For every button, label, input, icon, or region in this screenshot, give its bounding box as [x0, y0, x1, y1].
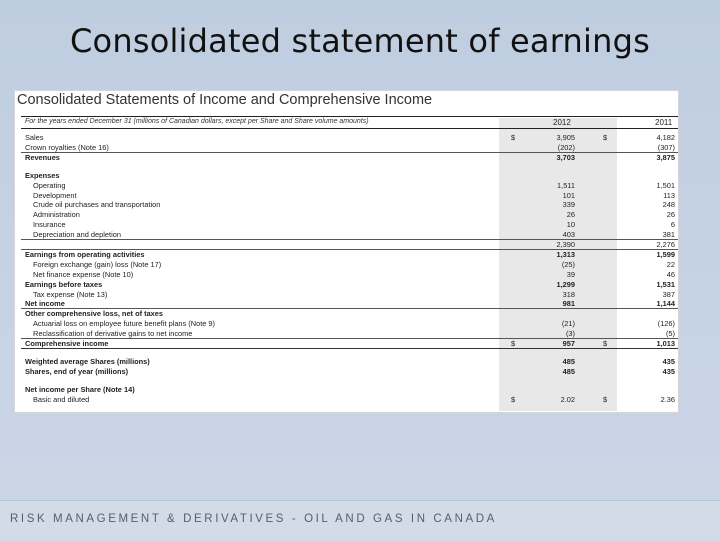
row-label: Actuarial loss on employee future benefit plans (Note 9) [33, 319, 215, 329]
row-label: Tax expense (Note 13) [33, 289, 108, 299]
table-row [15, 171, 678, 180]
row-label: Shares, end of year (millions) [25, 366, 129, 376]
row-label: Other comprehensive loss, net of taxes [25, 309, 164, 319]
value-2011: 381 [662, 230, 675, 240]
value-2011: 6 [670, 220, 675, 230]
value-2012: 339 [562, 200, 575, 210]
header-rule-bottom [21, 128, 679, 129]
value-2011: 2,276 [656, 240, 675, 249]
value-2012: (21) [561, 319, 575, 329]
row-label: Expenses [25, 170, 60, 180]
value-2011: 248 [662, 200, 675, 210]
value-2012: 981 [562, 299, 575, 309]
table-row [15, 133, 678, 142]
row-label: Depreciation and depletion [33, 230, 121, 240]
value-2012: 26 [566, 210, 575, 220]
value-2011: (126) [657, 319, 675, 329]
table-row [15, 290, 678, 299]
table-row [15, 200, 678, 209]
row-label: Sales [25, 133, 44, 142]
value-2011: 387 [662, 289, 675, 299]
value-2012: 10 [566, 220, 575, 230]
value-2011: 22 [666, 259, 675, 269]
table-row [15, 299, 678, 308]
year-2012-header: 2012 [553, 118, 571, 127]
value-2011: 435 [662, 356, 675, 366]
value-2011: (307) [657, 142, 675, 152]
table-row [15, 250, 678, 259]
table-row [15, 191, 678, 200]
value-2011: 1,501 [656, 180, 675, 190]
row-label: Foreign exchange (gain) loss (Note 17) [33, 259, 162, 269]
table-row [15, 357, 678, 366]
table-row [15, 153, 678, 162]
row-label: Comprehensive income [25, 339, 109, 348]
value-2011: 2.36 [660, 394, 675, 404]
table-row [15, 240, 678, 249]
value-2011: (5) [665, 329, 675, 339]
footer-text: RISK MANAGEMENT & DERIVATIVES - OIL AND GAS IN CANADA [10, 513, 497, 525]
value-2011: 4,182 [656, 133, 675, 142]
value-2011: 435 [662, 366, 675, 376]
table-row [15, 395, 678, 404]
value-2012: 101 [562, 190, 575, 200]
value-2011: 1,599 [656, 249, 675, 259]
value-2012: 3,703 [556, 152, 575, 162]
value-2012: 2,390 [556, 240, 575, 249]
table-row [15, 260, 678, 269]
currency-2011: $ [603, 133, 608, 142]
currency-2012: $ [511, 133, 516, 142]
row-label: Crude oil purchases and transportation [33, 200, 161, 210]
row-label: Earnings from operating activities [25, 249, 145, 259]
table-row [15, 230, 678, 239]
value-2011: 1,013 [656, 339, 675, 348]
header-rule-top [21, 116, 679, 117]
value-2012: 1,511 [557, 180, 575, 190]
value-2011: 1,531 [656, 279, 675, 289]
value-2011: 113 [663, 190, 675, 200]
value-2012: 3,905 [556, 133, 575, 142]
row-label: Crown royalties (Note 16) [25, 142, 109, 152]
value-2012: 2.02 [560, 394, 575, 404]
table-row [15, 210, 678, 219]
value-2012: 1,313 [556, 249, 575, 259]
row-label: Basic and diluted [33, 394, 90, 404]
currency-2012: $ [511, 339, 516, 348]
row-label: Earnings before taxes [25, 279, 103, 289]
row-label: Weighted average Shares (millions) [25, 356, 150, 366]
value-2012: 485 [562, 366, 575, 376]
value-2011: 1,144 [656, 299, 675, 309]
value-2011: 3,875 [656, 152, 675, 162]
row-label: Reclassification of derivative gains to net income [33, 329, 193, 339]
row-label: Operating [33, 180, 66, 190]
currency-2011: $ [603, 394, 608, 404]
table-row [15, 367, 678, 376]
statement-heading: Consolidated Statements of Income and Comprehensive Income [17, 92, 433, 108]
value-2011: 46 [666, 269, 675, 279]
table-row [15, 339, 678, 348]
value-2012: (3) [565, 329, 575, 339]
value-2011: 26 [666, 210, 675, 220]
table-row [15, 270, 678, 279]
table-row [15, 220, 678, 229]
table-row [15, 280, 678, 289]
row-label: Administration [33, 210, 80, 220]
row-label: Net income [25, 299, 65, 309]
table-row [15, 143, 678, 152]
value-2012: 957 [562, 339, 575, 348]
value-2012: 39 [566, 269, 575, 279]
row-label: Insurance [33, 220, 66, 230]
table-row [15, 309, 678, 318]
table-row [15, 385, 678, 394]
row-label: Net income per Share (Note 14) [25, 384, 135, 394]
table-row [15, 319, 678, 328]
row-label: Net finance expense (Note 10) [33, 269, 134, 279]
table-row [15, 329, 678, 338]
header-note: For the years ended December 31 (millions of Canadian dollars, except per Share and Share volume amounts) [25, 118, 369, 125]
financial-statement-image [14, 90, 679, 413]
currency-2011: $ [603, 339, 608, 348]
value-2012: (202) [557, 142, 575, 152]
value-2012: 403 [562, 230, 575, 240]
value-2012: 1,299 [556, 279, 575, 289]
value-2012: 318 [562, 289, 575, 299]
year-2011-header: 2011 [655, 118, 673, 127]
row-label: Revenues [25, 152, 60, 162]
currency-2012: $ [511, 394, 516, 404]
table-row [15, 181, 678, 190]
slide-title: Consolidated statement of earnings [70, 22, 650, 60]
row-label: Development [33, 190, 77, 200]
value-2012: 485 [562, 356, 575, 366]
value-2012: (25) [561, 259, 575, 269]
